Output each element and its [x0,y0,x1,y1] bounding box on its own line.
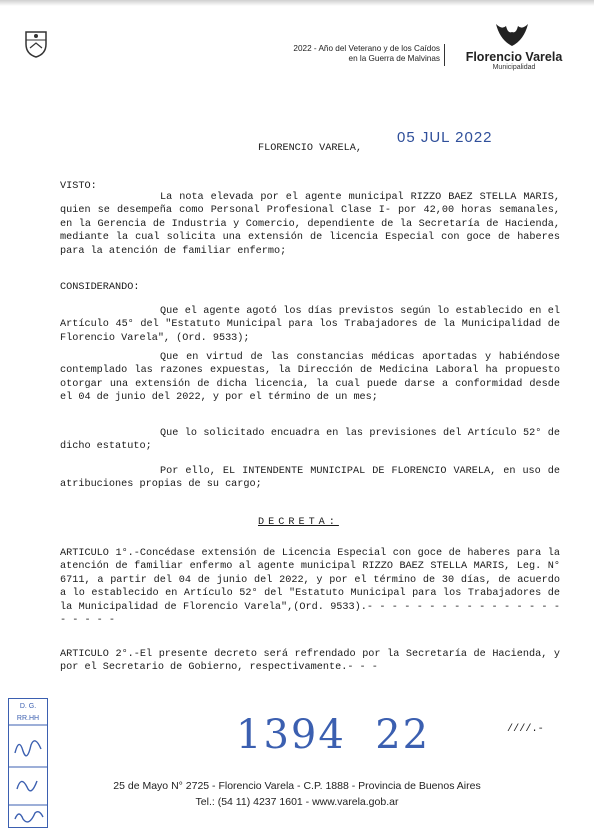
visto-paragraph [60,191,560,258]
florencio-varela-logo-icon [492,20,532,48]
logo-name: Florencio Varela [465,50,563,64]
visto-text: La nota elevada por el agente municipal RIZZO BAEZ STELLA MARIS, quien se desempeña como Personal Profesional Clase I- por 42,00 horas semanales, en la Gerencia de Industria y Comercio, dependiente de la Secretaría de Hacienda, mediante la cual solicita una extensión de licencia Especial con goce de haberes para la atención de familiar enfermo; [60,192,560,257]
rrhh-stamp-line-2: RR.HH [16,715,40,722]
header-divider [444,44,445,66]
considerando-paragraph-3 [60,427,560,454]
articulo-2-label: ARTICULO 2°.- [60,649,140,660]
considerando-paragraph-4 [60,465,560,492]
articulo-2 [60,648,560,675]
considerando-paragraph-2 [60,351,560,405]
continuation-mark: ////.- [507,724,544,735]
decree-number-stamp: 1394 22 [236,712,431,758]
logo-subtitle: Municipalidad [492,64,536,71]
visto-heading: VISTO: [60,181,97,192]
considerando-heading: CONSIDERANDO: [60,282,140,293]
considerando-text-4: Por ello, EL INTENDENTE MUNICIPAL DE FLORENCIO VARELA, en uso de atribuciones propias de su cargo; [60,466,560,491]
rrhh-stamp-line-1: D. G. [19,703,37,710]
date-stamp: 05 JUL 2022 [397,129,493,146]
slogan-line-1: 2022 - Año del Veterano y de los Caídos [293,44,440,53]
articulo-2-text: El presente decreto será refrendado por la Secretaría de Hacienda, y por el Secretario de Gobierno, respectivamente.- - - [60,649,561,674]
considerando-text-2: Que en virtud de las constancias médicas aportadas y habiéndose contemplado las razones expuestas, la Dirección de Medicina Laboral ha propuesto otorgar una extensión de dicha licencia, la cual puede darse a conformidad desde el 04 de junio del 2022, y por el término de un mes; [60,352,560,404]
articulo-1-text: Concédase extensión de Licencia Especial con goce de haberes para la atención de familiar enfermo al agente municipal RIZZO BAEZ STELLA MARIS, Leg. N° 6711, a partir del 04 de junio del 2022, y por el término de 30 días, de acuerdo a lo establecido en Artículo 52° del "Estatuto Municipal para los Trabajadores de la Municipalidad de Florencio Varela",(Ord. 9533).- - - - - - - - - - - - - - - - - - - - - [60,548,561,627]
considerando-text-3: Que lo solicitado encuadra en las previsiones del Artículo 52° de dicho estatuto; [60,428,560,453]
municipal-shield-icon [24,30,48,58]
scan-edge [0,0,594,6]
considerando-paragraph-1 [60,305,560,345]
articulo-1 [60,547,560,627]
considerando-text-1: Que el agente agotó los días previstos según lo establecido en el Artículo 45° del "Estatuto Municipal para los Trabajadores de la Municipalidad de Florencio Varela", (Ord. 9533); [60,306,560,344]
city-label: FLORENCIO VARELA, [258,143,362,154]
articulo-1-label: ARTICULO 1°.- [60,548,140,559]
handwritten-initials-icon [9,723,47,827]
footer-contact: Tel.: (54 11) 4237 1601 - www.varela.gob.ar [195,796,399,808]
decreta-heading: DECRETA: [258,517,339,528]
header-slogan [200,44,440,64]
rrhh-stamp [8,698,48,828]
slogan-line-2: en la Guerra de Malvinas [348,54,440,63]
footer-address: 25 de Mayo N° 2725 - Florencio Varela - C.P. 1888 - Provincia de Buenos Aires [113,780,481,792]
